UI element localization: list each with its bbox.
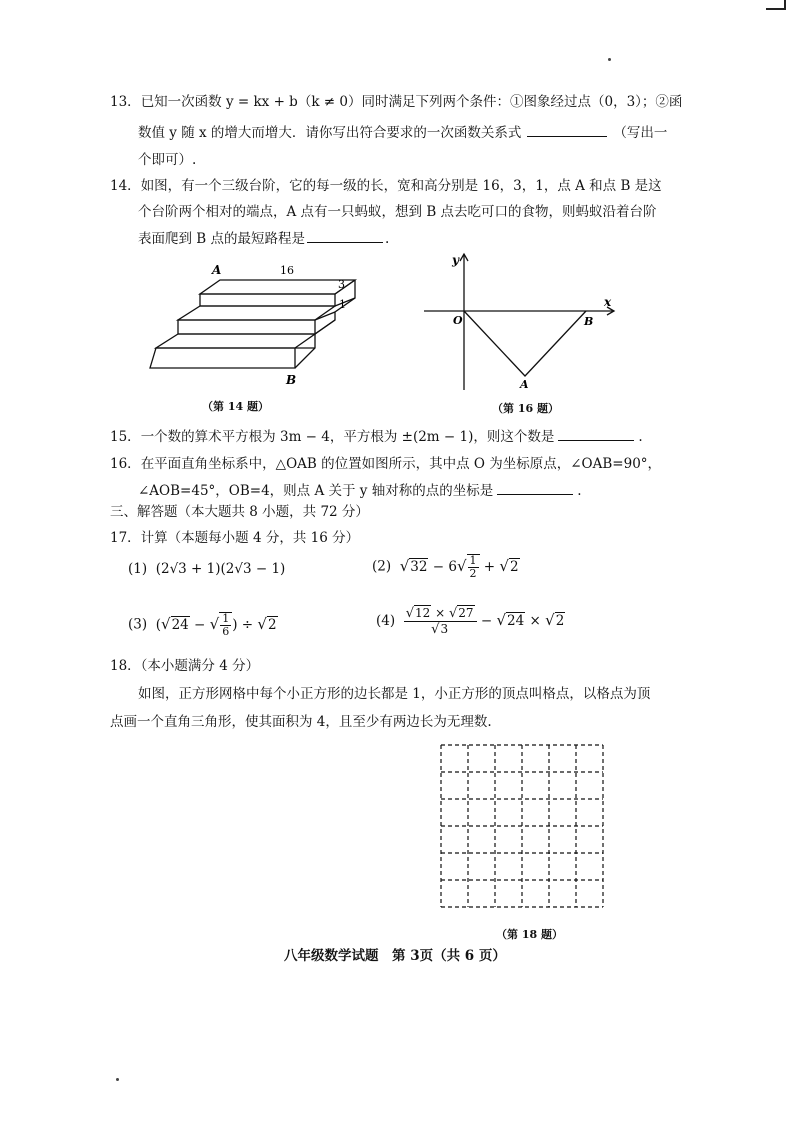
q17-part3 <box>128 612 278 638</box>
fig14-label-16: 16 <box>280 264 294 277</box>
q13-text-line2a: 数值 y 随 x 的增大而增大．请你写出符合要求的一次函数关系式 <box>138 125 522 141</box>
fig16-label-B: B <box>584 315 594 328</box>
q14-text-line2: 个台阶两个相对的端点，A 点有一只蚂蚁，想到 B 点去吃可口的食物，则蚂蚁沿着台阶 <box>138 204 657 220</box>
q14-line1 <box>110 176 662 196</box>
fig14-side-edge4 <box>315 320 335 334</box>
q17-p2-expression: √32 − 6√ $\frac{1}{2}$ + √2 <box>399 554 519 580</box>
q14-answer-blank[interactable] <box>307 228 383 243</box>
fig14-staircase <box>140 258 370 388</box>
q16-number: 16． <box>110 456 141 472</box>
q14-text-line1: 如图，有一个三级台阶，它的每一级的长，宽和高分别是 16，3，1，点 A 和点 B 是这 <box>140 178 662 194</box>
fig16-label-O: O <box>453 314 463 327</box>
fig16-coordinate-figure <box>420 250 620 395</box>
q13-line2 <box>138 122 667 143</box>
q13-number: 13． <box>110 94 141 110</box>
fig14-riser1 <box>200 294 335 306</box>
scan-speck <box>116 1078 119 1081</box>
fig14-side-profile <box>295 280 355 368</box>
q17-title: 17．计算（本题每小题 4 分，共 16 分） <box>110 530 360 546</box>
q18-text-line1: 如图，正方形网格中每个小正方形的边长都是 1，小正方形的顶点叫格点，以格点为顶 <box>138 686 651 702</box>
fig14-label-A: A <box>212 263 222 277</box>
fig14-caption: （第 14 题） <box>202 400 269 413</box>
q15-answer-blank[interactable] <box>558 426 634 441</box>
q16-text-line1: 在平面直角坐标系中，△OAB 的位置如图所示，其中点 O 为坐标原点，∠OAB=90°， <box>140 456 662 472</box>
q13-text-line3: 个即可）. <box>138 152 197 168</box>
q17-part2 <box>372 554 520 580</box>
q15-text-b: . <box>638 429 643 445</box>
q18-text-line2: 点画一个直角三角形，使其面积为 4，且至少有两边长为无理数. <box>110 714 492 730</box>
fig16-caption: （第 16 题） <box>492 402 559 415</box>
q17-p4-label: (4) <box>376 613 396 629</box>
q16-line1 <box>110 454 661 474</box>
q17-p1-expression: (2√3 + 1)(2√3 − 1) <box>155 561 286 577</box>
q16-text-line2a: ∠AOB=45°，OB=4，则点 A 关于 y 轴对称的点的坐标是 <box>138 483 494 499</box>
q17-p4-expression: $\frac{√12 \times √27}{√3}$ − √24 × √2 <box>405 606 565 637</box>
q16-text-line2b: . <box>577 483 582 499</box>
q14-number: 14． <box>110 178 141 194</box>
q14-text-line3b: . <box>385 231 390 247</box>
q16-line2 <box>138 480 582 501</box>
q15-text-a: 一个数的算术平方根为 3m − 4，平方根为 ±(2m − 1)，则这个数是 <box>140 429 555 445</box>
fig14-label-B: B <box>286 373 297 387</box>
q17-p3-expression: (√24 − √ $\frac{1}{6}$ ) ÷ √2 <box>155 612 277 638</box>
q17-p2-label: (2) <box>372 558 392 575</box>
fig18-caption: （第 18 题） <box>496 928 563 941</box>
page-corner-mark <box>766 0 786 10</box>
q15-number: 15． <box>110 429 141 445</box>
fig16-label-A: A <box>520 378 529 391</box>
fig16-label-x: x <box>604 295 612 309</box>
q15-line <box>110 426 643 447</box>
q14-line3 <box>138 228 389 249</box>
q13-answer-blank[interactable] <box>527 122 607 137</box>
q18-title: 18．（本小题满分 4 分） <box>110 658 260 674</box>
q17-part4 <box>376 606 565 637</box>
q17-p3-label: (3) <box>128 616 148 633</box>
q13-text-line1: 已知一次函数 y = kx + b（k ≠ 0）同时满足下列两个条件：①图象经过点（0，3）；②函 <box>140 94 683 110</box>
fig18-grid <box>440 744 604 908</box>
fig14-riser2 <box>178 320 315 334</box>
q13-line1 <box>110 92 682 112</box>
fig14-label-3: 3 <box>338 278 345 291</box>
fig14-top-tread <box>200 280 355 294</box>
fig14-label-1: 1 <box>339 298 346 311</box>
scan-speck <box>608 58 611 61</box>
q17-part1 <box>128 561 285 577</box>
fig16-triangle <box>464 311 586 376</box>
fig14-tread2 <box>178 306 335 320</box>
section3-title: 三、解答题（本大题共 8 小题，共 72 分） <box>110 504 369 520</box>
q16-answer-blank[interactable] <box>497 480 573 495</box>
q17-p1-label: (1) <box>128 561 148 577</box>
page-footer: 八年级数学试题 第 3页（共 6 页） <box>284 948 506 964</box>
q14-text-line3a: 表面爬到 B 点的最短路程是 <box>138 231 306 247</box>
fig16-label-y: y <box>452 253 459 267</box>
fig14-riser3 <box>150 348 295 368</box>
q13-text-line2b: （写出一 <box>613 125 668 141</box>
fig14-tread3 <box>156 334 315 348</box>
